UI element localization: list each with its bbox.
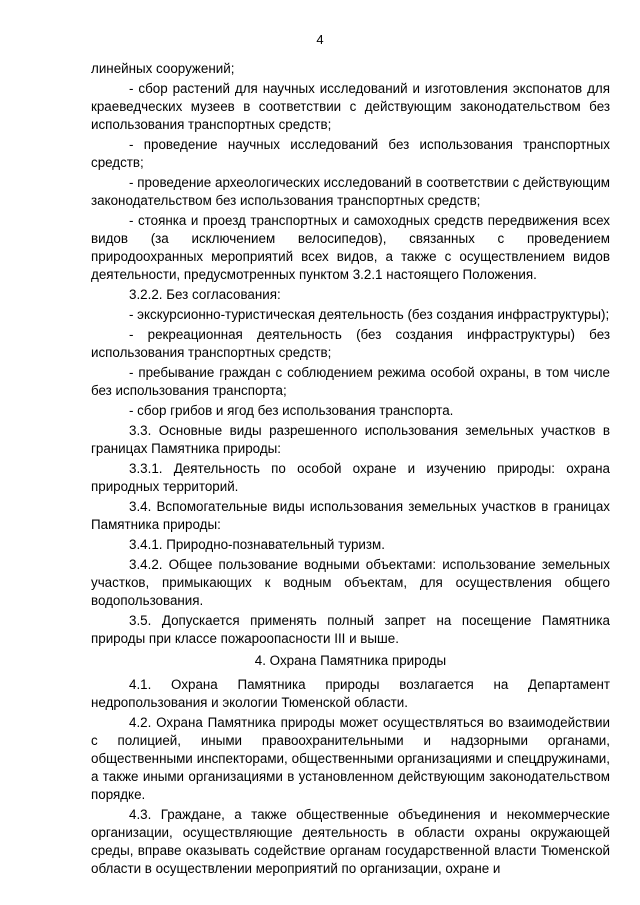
paragraph: - рекреационная деятельность (без создания инфраструктуры) без использования транспортных средств; [91,327,610,360]
paragraph: - экскурсионно-туристическая деятельность (без создания инфраструктуры); [129,307,610,322]
paragraph: 4.3. Граждане, а также общественные объединения и некоммерческие организации, осуществляющие деятельность в области охраны окружающей среды, вправе оказывать содействие органам государственной власти Тюменской области в осуществлении мероприятий по организации, охране и [91,807,610,876]
paragraph: - стоянка и проезд транспортных и самоходных средств передвижения всех видов (за исключением велосипедов), связанных с проведением природоохранных мероприятий всех видов, а также с осуществлением видов деятельности, предусмотренных пунктом 3.2.1 настоящего Положения. [91,213,610,282]
paragraph: - сбор грибов и ягод без использования транспорта. [129,403,454,418]
paragraph: - проведение археологических исследований в соответствии с действующим законодательством без использования транспортных средств; [91,175,610,208]
paragraph: 3.3.1. Деятельность по особой охране и изучению природы: охрана природных территорий. [91,461,610,494]
paragraph: - пребывание граждан с соблюдением режима особой охраны, в том числе без использования транспорта; [91,365,610,398]
paragraph: 4.2. Охрана Памятника природы может осуществляться во взаимодействии с полицией, иными правоохранительными и надзорными органами, общественными инспекторами, общественными организациями и спецдружинами, а также иными организациями в установленном действующим законодательством порядке. [91,715,610,802]
document-body [91,60,610,880]
paragraph: 4.1. Охрана Памятника природы возлагается на Департамент недропользования и экологии Тюменской области. [91,677,610,710]
paragraph: 3.2.2. Без согласования: [129,287,281,302]
paragraph: линейных сооружений; [91,61,235,76]
page-number: 4 [316,32,324,47]
paragraph: - проведение научных исследований без использования транспортных средств; [91,137,610,170]
paragraph: - сбор растений для научных исследований и изготовления экспонатов для краеведческих музеев в соответствии с действующим законодательством без использования транспортных средств; [91,81,610,132]
paragraph: 3.4.1. Природно-познавательный туризм. [129,537,385,552]
section-heading: 4. Охрана Памятника природы [254,653,447,668]
paragraph: 3.3. Основные виды разрешенного использования земельных участков в границах Памятника природы: [91,423,610,456]
paragraph: 3.4.2. Общее пользование водными объектами: использование земельных участков, примыкающих к водным объектам, для осуществления общего водопользования. [91,557,610,608]
paragraph: 3.5. Допускается применять полный запрет на посещение Памятника природы при классе пожароопасности III и выше. [91,613,610,646]
paragraph: 3.4. Вспомогательные виды использования земельных участков в границах Памятника природы: [91,499,610,532]
